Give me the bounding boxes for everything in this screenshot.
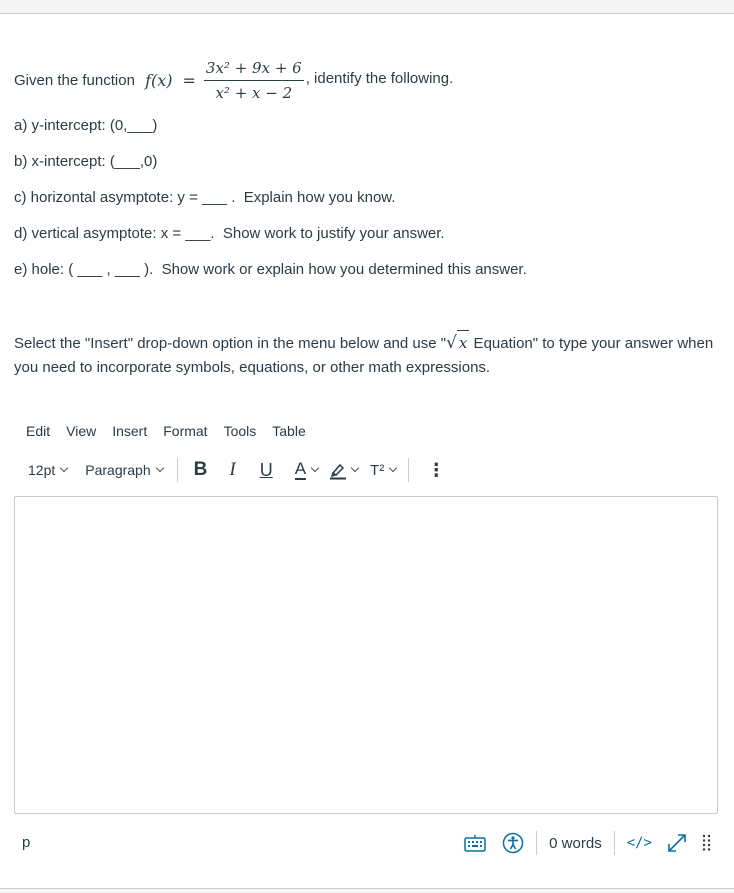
block-format-dropdown[interactable] xyxy=(85,462,162,478)
html-editor-toggle-icon[interactable]: </> xyxy=(626,835,652,851)
bottom-divider xyxy=(0,888,734,893)
block-format-value: Paragraph xyxy=(85,462,151,478)
statusbar-separator xyxy=(614,831,615,855)
chevron-down-icon xyxy=(60,464,68,472)
chevron-down-icon xyxy=(389,464,397,472)
word-count[interactable]: 0 words xyxy=(549,834,602,852)
rational-fraction xyxy=(204,59,304,102)
superscript-button[interactable] xyxy=(370,462,396,479)
radical-sign-icon: √ xyxy=(446,333,457,353)
keyboard-shortcuts-icon[interactable] xyxy=(464,834,486,852)
radicand: x xyxy=(457,330,469,355)
instructions-after: Equation" to type your answer when you need to incorporate symbols, equations, or other math expressions. xyxy=(14,335,714,376)
question-text xyxy=(14,52,714,108)
menu-view[interactable]: View xyxy=(66,423,97,439)
part-d-vertical-asymptote: d) vertical asymptote: x = ___. Show work to justify your answer. xyxy=(14,225,445,242)
sqrt-x-symbol xyxy=(446,330,469,355)
menu-edit[interactable]: Edit xyxy=(26,423,51,439)
given-suffix: , identify the following. xyxy=(305,69,454,87)
menu-tools[interactable]: Tools xyxy=(223,423,257,439)
fullscreen-icon[interactable] xyxy=(666,832,688,854)
italic-button[interactable]: I xyxy=(229,459,236,480)
part-a-y-intercept: a) y-intercept: (0,___) xyxy=(14,117,158,134)
chevron-down-icon xyxy=(155,464,163,472)
element-path[interactable]: p xyxy=(22,834,31,851)
equation-instructions xyxy=(14,330,714,380)
part-e-hole: e) hole: ( ___ , ___ ). Show work or explain how you determined this answer. xyxy=(14,261,527,278)
editor-menubar xyxy=(26,423,306,439)
menu-table[interactable]: Table xyxy=(272,423,306,439)
top-divider xyxy=(0,0,734,14)
editor-toolbar xyxy=(28,456,445,484)
statusbar-actions xyxy=(464,828,712,858)
font-size-value: 12pt xyxy=(28,462,56,478)
highlight-color-button[interactable] xyxy=(330,462,358,478)
superscript-icon: T² xyxy=(370,461,385,479)
instructions-before: Select the "Insert" drop-down option in the menu below and use " xyxy=(14,335,447,352)
highlighter-icon xyxy=(330,462,346,478)
menu-format[interactable]: Format xyxy=(163,423,208,439)
resize-handle-icon[interactable] xyxy=(702,834,712,852)
part-c-horizontal-asymptote: c) horizontal asymptote: y = ___ . Explain how you know. xyxy=(14,189,396,206)
chevron-down-icon xyxy=(351,464,359,472)
numerator: 3x² + 9x + 6 xyxy=(204,59,304,81)
chevron-down-icon xyxy=(311,464,319,472)
font-color-button[interactable] xyxy=(295,460,318,480)
underline-button[interactable]: U xyxy=(259,459,273,480)
font-size-dropdown[interactable] xyxy=(28,462,67,478)
function-name: f(x) xyxy=(145,70,173,90)
editor-statusbar xyxy=(14,826,718,858)
menu-insert[interactable]: Insert xyxy=(112,423,148,439)
more-options-icon[interactable]: ⋮ xyxy=(427,459,446,480)
accessibility-checker-icon[interactable] xyxy=(502,832,524,854)
font-color-icon: A xyxy=(294,459,307,478)
part-b-x-intercept: b) x-intercept: (___,0) xyxy=(14,153,158,170)
equals-sign: = xyxy=(182,70,196,90)
denominator: x² + x − 2 xyxy=(215,83,293,102)
given-prefix: Given the function xyxy=(14,71,140,89)
toolbar-separator xyxy=(408,458,409,482)
statusbar-separator xyxy=(536,831,537,855)
bold-button[interactable]: B xyxy=(193,459,208,480)
function-statement xyxy=(14,52,714,108)
toolbar-separator xyxy=(177,458,178,482)
rich-text-editor-area[interactable] xyxy=(14,496,718,814)
